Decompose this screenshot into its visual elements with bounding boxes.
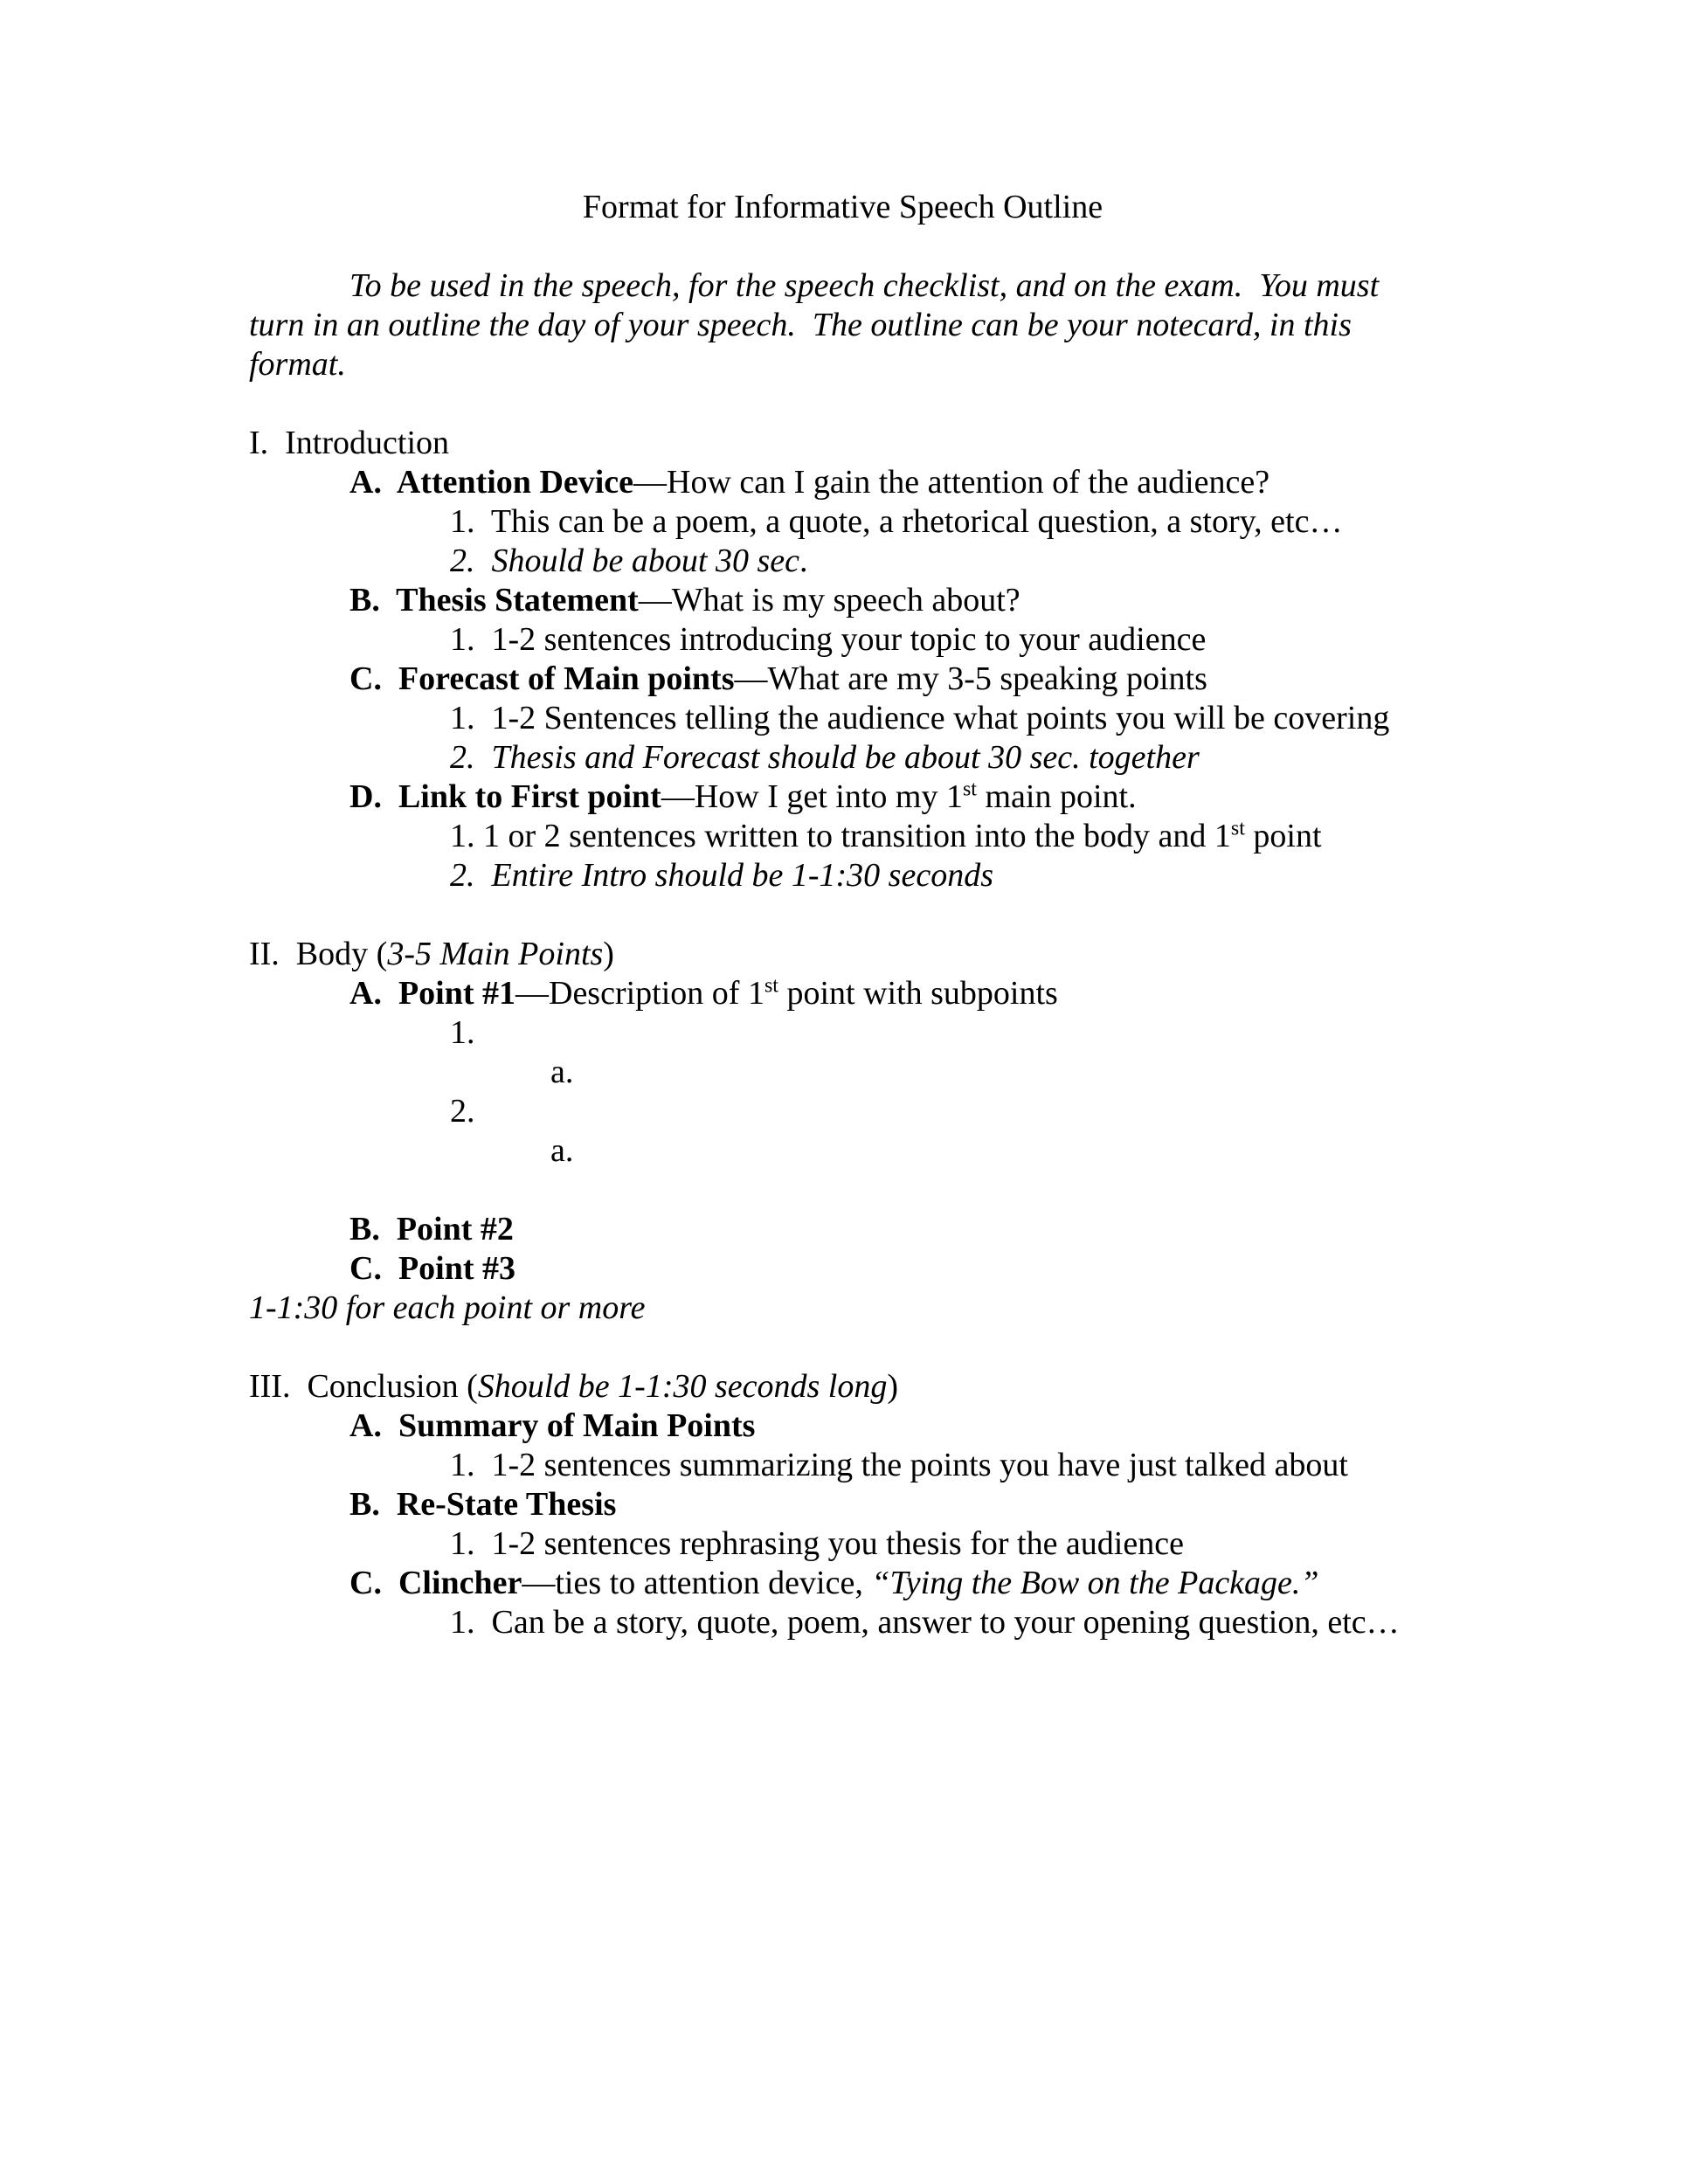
- outline-line: [249, 738, 1436, 778]
- text-segment: B. Re-State Thesis: [349, 1486, 617, 1523]
- text-segment: 1. 1-2 Sentences telling the audience what points you will be covering: [450, 700, 1390, 736]
- text-segment: a.: [550, 1054, 574, 1090]
- outline-line: [249, 1092, 1436, 1131]
- text-segment: C. Forecast of Main points: [349, 660, 735, 697]
- text-segment: —How can I gain the attention of the audience?: [633, 464, 1270, 501]
- text-segment: 1. 1-2 sentences rephrasing you thesis for the audience: [450, 1525, 1184, 1562]
- outline-line: [249, 1564, 1436, 1603]
- text-segment: —How I get into my 1: [661, 778, 963, 815]
- outline-line: [249, 856, 1436, 895]
- blank-line: [249, 1171, 1436, 1210]
- outline-line: [249, 424, 1436, 463]
- text-segment: ): [603, 936, 614, 972]
- intro-paragraph-line: format.: [249, 346, 346, 383]
- text-segment: 1. Can be a story, quote, poem, answer to your opening question, etc…: [450, 1604, 1400, 1641]
- intro-paragraph-line: To be used in the speech, for the speech checklist, and on the exam. You must: [349, 267, 1380, 304]
- outline-line: [249, 542, 1436, 581]
- outline-line: [249, 1446, 1436, 1485]
- text-segment: 1. 1 or 2 sentences written to transition into the body and 1: [450, 818, 1231, 854]
- text-segment: —ties to attention device,: [522, 1565, 872, 1601]
- text-segment: B. Thesis Statement: [349, 582, 639, 619]
- text-segment: C. Point #3: [349, 1250, 515, 1287]
- outline-line: [249, 1485, 1436, 1524]
- text-segment: ): [887, 1368, 898, 1405]
- outline-line: [249, 1367, 1436, 1406]
- text-segment: 1. This can be a poem, a quote, a rhetorical question, a story, etc…: [450, 503, 1343, 540]
- outline-line: [249, 1406, 1436, 1446]
- text-segment: B. Point #2: [349, 1211, 514, 1248]
- outline: [249, 424, 1436, 1642]
- text-segment: —What is my speech about?: [638, 582, 1020, 619]
- text-segment: I. Introduction: [249, 425, 450, 461]
- outline-line: [249, 974, 1436, 1013]
- text-segment: point with subpoints: [778, 975, 1058, 1012]
- text-segment: 1. 1-2 sentences summarizing the points you have just talked about: [450, 1447, 1348, 1483]
- text-segment: Should be 1-1:30 seconds long: [477, 1368, 888, 1405]
- text-segment: 1.: [450, 1014, 475, 1051]
- outline-line: [249, 1013, 1436, 1053]
- outline-line: [249, 502, 1436, 542]
- outline-line: [249, 1603, 1436, 1642]
- text-segment: A. Attention Device: [349, 464, 634, 501]
- page-title: Format for Informative Speech Outline: [582, 189, 1103, 225]
- blank-line: [249, 384, 1436, 424]
- superscript-segment: st: [764, 974, 778, 998]
- text-segment: main point.: [976, 778, 1137, 815]
- text-segment: III. Conclusion (: [249, 1368, 478, 1405]
- text-segment: 2. Thesis and Forecast should be about 30 sec. together: [450, 739, 1200, 776]
- intro-paragraph-line: turn in an outline the day of your speech. The outline can be your notecard, in this: [249, 307, 1352, 343]
- text-segment: 3-5 Main Points: [387, 936, 604, 972]
- outline-line: [249, 581, 1436, 620]
- outline-line: [249, 1289, 1436, 1328]
- blank-line: [249, 1328, 1436, 1367]
- outline-line: [249, 463, 1436, 502]
- text-segment: 2.: [450, 1093, 475, 1130]
- text-segment: .: [799, 543, 808, 579]
- text-segment: 2. Should be about 30 sec: [450, 543, 800, 579]
- text-segment: point: [1244, 818, 1322, 854]
- text-segment: 2. Entire Intro should be 1-1:30 seconds: [450, 857, 993, 894]
- outline-line: [249, 699, 1436, 738]
- superscript-segment: st: [1230, 817, 1245, 840]
- outline-line: [249, 817, 1436, 856]
- outline-line: [249, 620, 1436, 660]
- outline-line: [249, 778, 1436, 817]
- outline-line: [249, 1249, 1436, 1289]
- outline-line: [249, 1524, 1436, 1564]
- text-segment: a.: [550, 1132, 574, 1169]
- text-segment: —Description of 1: [515, 975, 764, 1012]
- text-segment: A. Summary of Main Points: [349, 1407, 756, 1444]
- text-segment: D. Link to First point: [349, 778, 661, 815]
- text-segment: II. Body (: [249, 936, 388, 972]
- text-segment: 1-1:30 for each point or more: [249, 1289, 646, 1326]
- superscript-segment: st: [962, 778, 977, 801]
- blank-line: [249, 895, 1436, 935]
- outline-line: [249, 1053, 1436, 1092]
- outline-line: [249, 1210, 1436, 1249]
- text-segment: “Tying the Bow on the Package.”: [871, 1565, 1319, 1601]
- blank-line: [249, 227, 1436, 266]
- text-segment: A. Point #1: [349, 975, 515, 1012]
- outline-line: [249, 1131, 1436, 1171]
- text-segment: 1. 1-2 sentences introducing your topic to your audience: [450, 621, 1207, 658]
- outline-line: [249, 935, 1436, 974]
- text-segment: C. Clincher: [349, 1565, 522, 1601]
- text-segment: —What are my 3-5 speaking points: [734, 660, 1207, 697]
- outline-line: [249, 660, 1436, 699]
